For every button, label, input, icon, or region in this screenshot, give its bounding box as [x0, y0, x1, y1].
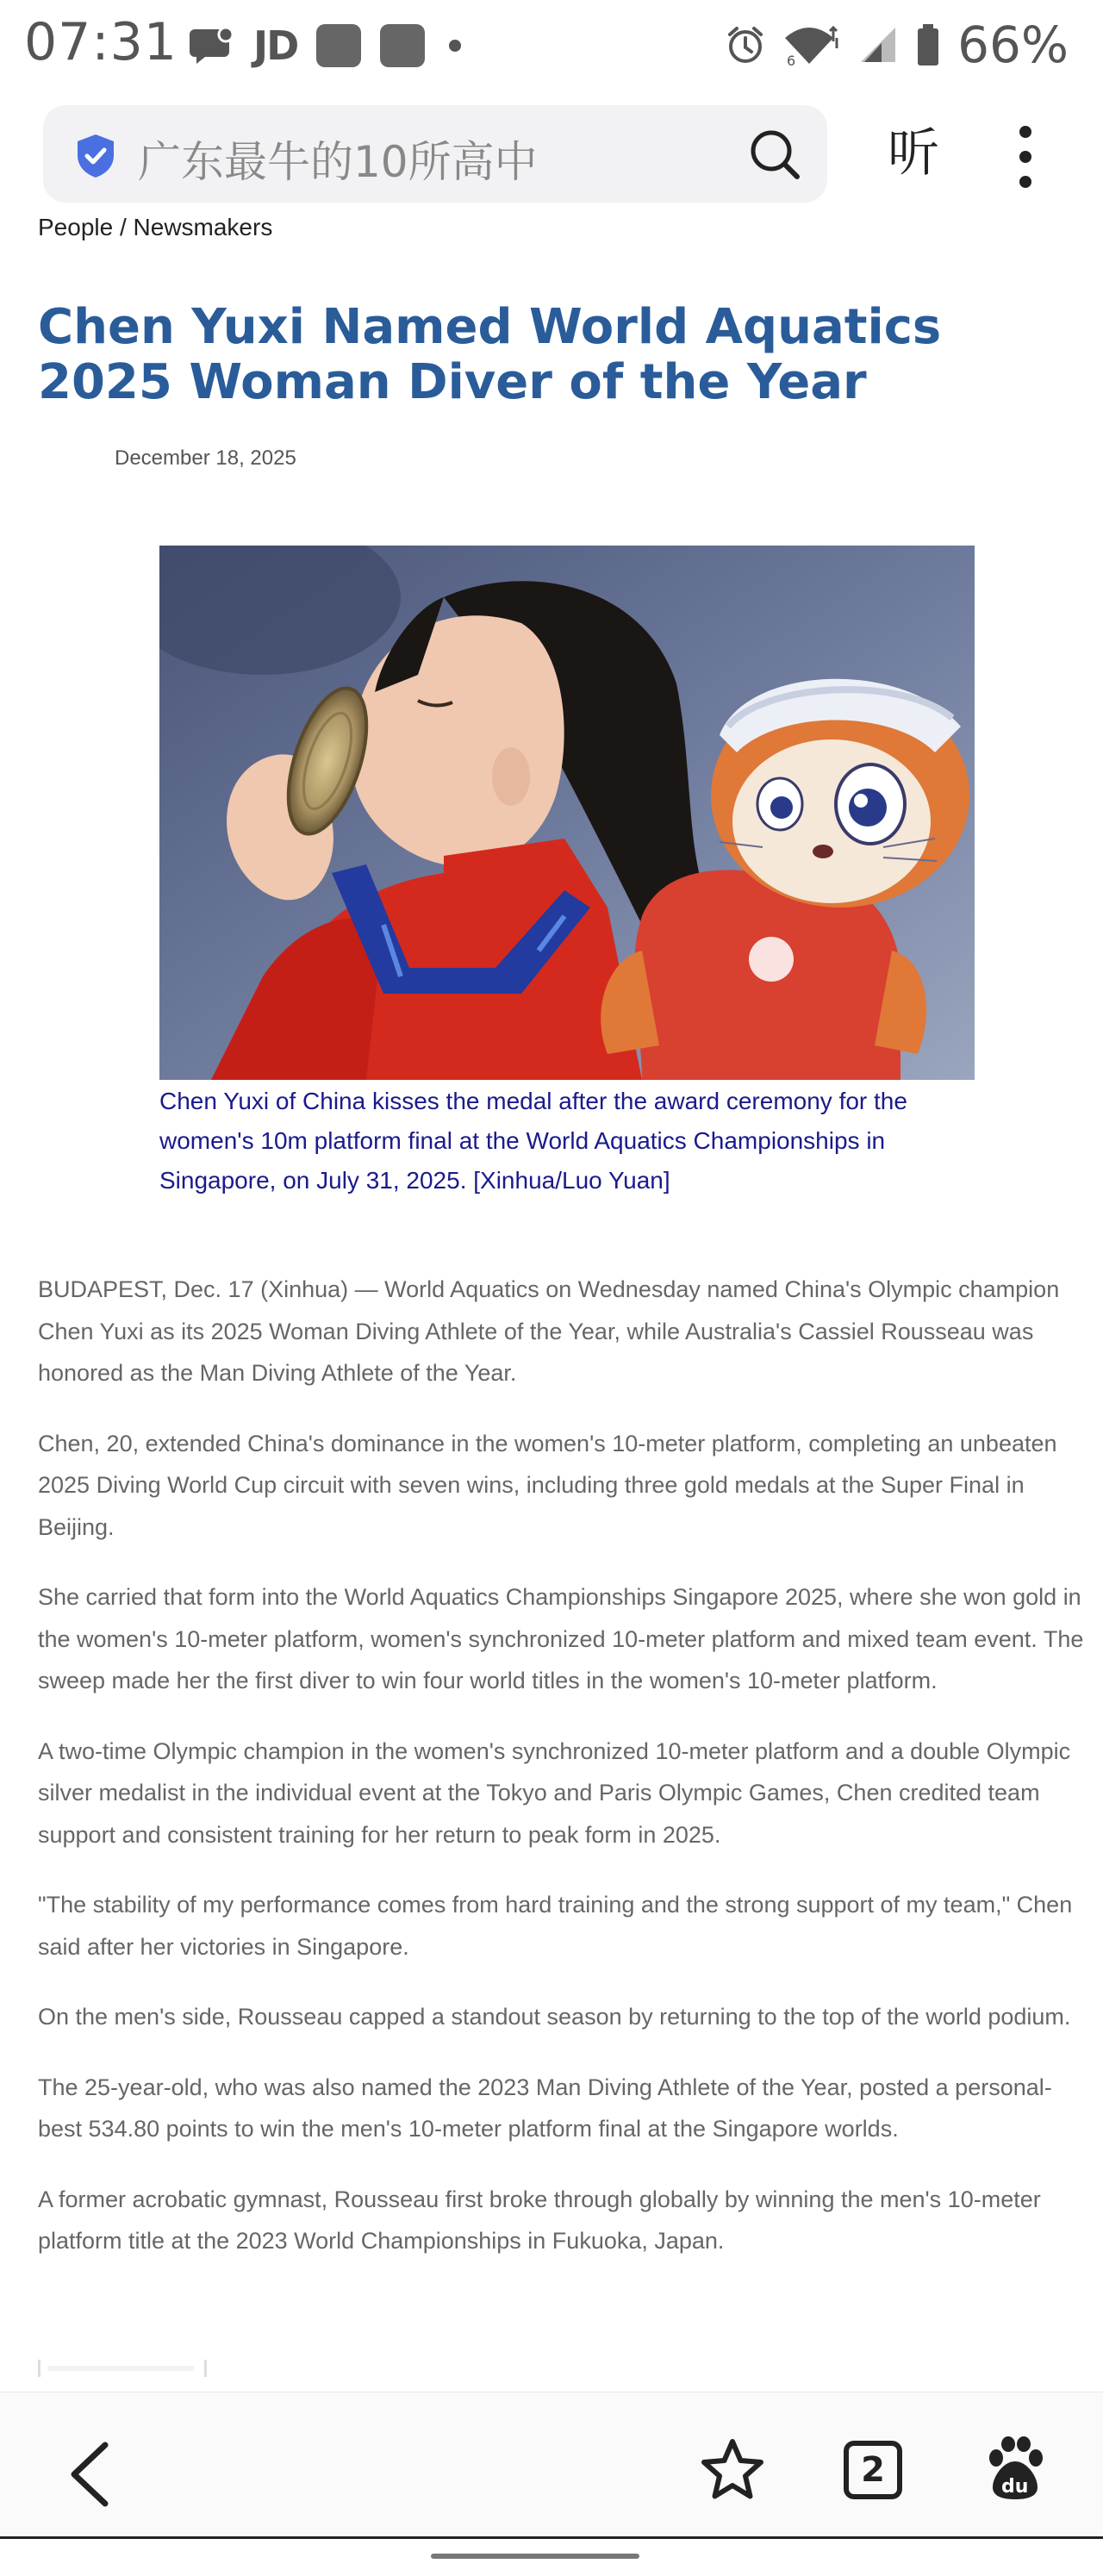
search-query[interactable]: 广东最牛的10所高中: [138, 137, 538, 187]
article-paragraph: A former acrobatic gymnast, Rousseau first broke through globally by winning the men's 10-meter platform title at the 2023 World Championships in Fukuoka, Japan.: [38, 2186, 1041, 2254]
article-paragraph: Chen, 20, extended China's dominance in the women's 10-meter platform, completing an unbeaten 2025 Diving World Cup circuit with seven wins, including three gold medals at the Super Final in Beijing.: [38, 1430, 1057, 1540]
search-bar[interactable]: [43, 105, 827, 203]
shield-icon: [74, 133, 117, 179]
app-square-icon: [380, 24, 425, 67]
back-arrow-icon[interactable]: [60, 2440, 121, 2509]
publish-date: December 18, 2025: [115, 446, 296, 470]
app-square-icon: [316, 24, 361, 67]
nav-divider: [0, 2536, 1103, 2539]
battery-percentage: 66%: [957, 16, 1069, 74]
baidu-paw-icon[interactable]: [984, 2436, 1046, 2501]
bookmark-star-icon[interactable]: [700, 2437, 765, 2503]
bottom-navigation: [0, 2392, 1103, 2538]
notification-dot-icon: [449, 40, 461, 52]
home-indicator[interactable]: [431, 2554, 639, 2559]
signal-icon: [857, 24, 899, 65]
status-time: 07:31: [24, 12, 178, 72]
status-system-icons: [725, 16, 1069, 74]
status-bar: [0, 0, 1103, 90]
svg-text:6: 6: [787, 53, 796, 67]
article-paragraph: BUDAPEST, Dec. 17 (Xinhua) — World Aquatics on Wednesday named China's Olympic champion Chen Yuxi as its 2025 Woman Diving Athlete of the Year, while Australia's Cassiel Rousseau was honored as the Man Diving Athlete of the Year.: [38, 1276, 1060, 1386]
article-paragraph: The 25-year-old, who was also named the 2023 Man Diving Athlete of the Year, posted a personal-best 534.80 points to win the men's 10-meter platform final at the Singapore worlds.: [38, 2074, 1052, 2142]
article-paragraph: She carried that form into the World Aquatics Championships Singapore 2025, where she won gold in the women's 10-meter platform, women's synchronized 10-meter platform and mixed team event. The sweep made her the first diver to win four world titles in the women's 10-meter platform.: [38, 1584, 1084, 1693]
breadcrumb[interactable]: People / Newsmakers: [38, 214, 273, 240]
faded-editor-line: [38, 2360, 207, 2377]
article-paragraph: "The stability of my performance comes from hard training and the strong support of my team," Chen said after her victories in Singapore.: [38, 1892, 1073, 1960]
article-photo: [159, 546, 975, 1080]
article-paragraph: On the men's side, Rousseau capped a standout season by returning to the top of the world podium.: [38, 2004, 1071, 2030]
article-body: [38, 1269, 1089, 2291]
chat-icon: [188, 24, 234, 67]
battery-icon: [916, 22, 940, 67]
svg-text:du: du: [1001, 2476, 1029, 2498]
article-title: Chen Yuxi Named World Aquatics 2025 Woman Diver of the Year: [38, 299, 942, 410]
jd-app-icon: JD: [253, 22, 298, 69]
photo-caption: Chen Yuxi of China kisses the medal after the award ceremony for the women's 10m platform final at the World Aquatics Championships in Singapore, on July 31, 2025. [Xinhua/Luo Yuan]: [159, 1088, 907, 1194]
more-options-icon[interactable]: [1010, 122, 1041, 191]
wifi-icon: [783, 22, 840, 67]
tab-count-button[interactable]: 2: [844, 2441, 902, 2499]
status-notification-icons: [188, 22, 461, 69]
article-paragraph: A two-time Olympic champion in the women's synchronized 10-meter platform and a double Olympic silver medalist in the individual event at the Tokyo and Paris Olympic Games, Chen credited team support and consistent training for her return to peak form in 2025.: [38, 1737, 1071, 1848]
search-icon[interactable]: [748, 128, 801, 181]
listen-button[interactable]: 听: [888, 123, 939, 184]
photo-illustration: [159, 546, 975, 1080]
alarm-icon: [725, 24, 766, 65]
